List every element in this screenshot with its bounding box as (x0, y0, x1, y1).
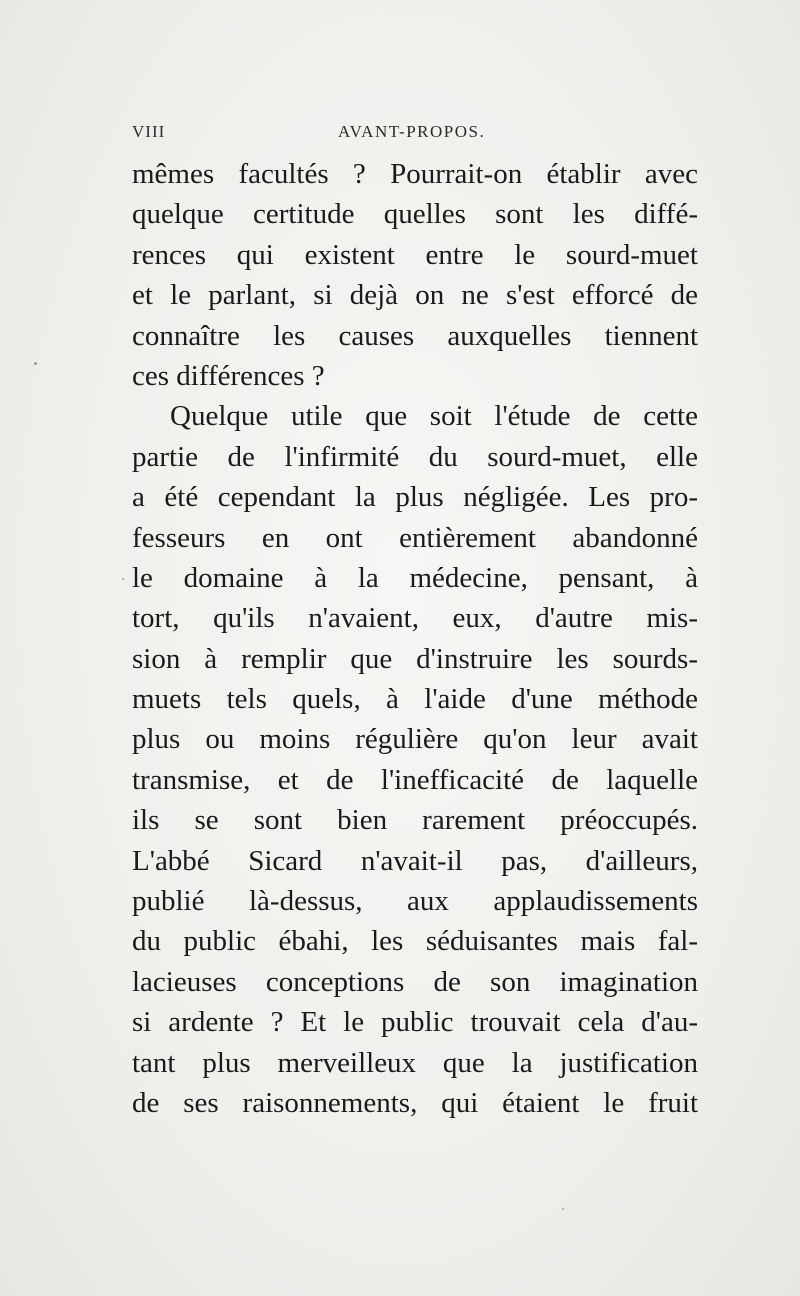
text-line: sion à remplir que d'instruire les sourds- (132, 642, 698, 675)
paper-speck (122, 578, 124, 580)
text-line: muets tels quels, à l'aide d'une méthode (132, 683, 698, 716)
text-line: ils se sont bien rarement préoccupés. (132, 804, 698, 837)
text-line: ces différences ? (132, 359, 325, 392)
page-number: VIII (132, 122, 166, 141)
text-line: publié là-dessus, aux applaudissements (132, 885, 698, 918)
page-header (132, 118, 698, 146)
text-line: mêmes facultés ? Pourrait-on établir avec (132, 158, 698, 190)
text-line: partie de l'infirmité du sourd-muet, elle (132, 440, 698, 473)
running-head: AVANT-PROPOS. (338, 122, 486, 141)
text-line: a été cependant la plus négligée. Les pro- (132, 481, 698, 514)
text-line: et le parlant, si dejà on ne s'est efforcé de (132, 279, 698, 312)
text-line: de ses raisonnements, qui étaient le fruit (132, 1086, 698, 1119)
text-line: plus ou moins régulière qu'on leur avait (132, 723, 698, 756)
text-line: transmise, et de l'inefficacité de laquelle (132, 763, 698, 796)
text-line: du public ébahi, les séduisantes mais fal- (132, 925, 698, 958)
text-line: Quelque utile que soit l'étude de cette (170, 400, 698, 433)
text-line: rences qui existent entre le sourd-muet (132, 238, 698, 271)
text-line: L'abbé Sicard n'avait-il pas, d'ailleurs, (132, 844, 698, 877)
text-line: lacieuses conceptions de son imagination (132, 965, 698, 998)
text-line: quelque certitude quelles sont les diffé- (132, 198, 698, 231)
paper-speck (34, 362, 37, 365)
text-line: connaître les causes auxquelles tiennent (132, 319, 698, 352)
text-line: tant plus merveilleux que la justification (132, 1046, 698, 1079)
text-line: tort, qu'ils n'avaient, eux, d'autre mis- (132, 602, 698, 635)
text-line: fesseurs en ont entièrement abandonné (132, 521, 698, 554)
paper-speck (562, 1208, 564, 1210)
body-text (132, 154, 698, 1123)
text-line: si ardente ? Et le public trouvait cela d'au- (132, 1006, 698, 1039)
text-line: le domaine à la médecine, pensant, à (132, 561, 698, 594)
